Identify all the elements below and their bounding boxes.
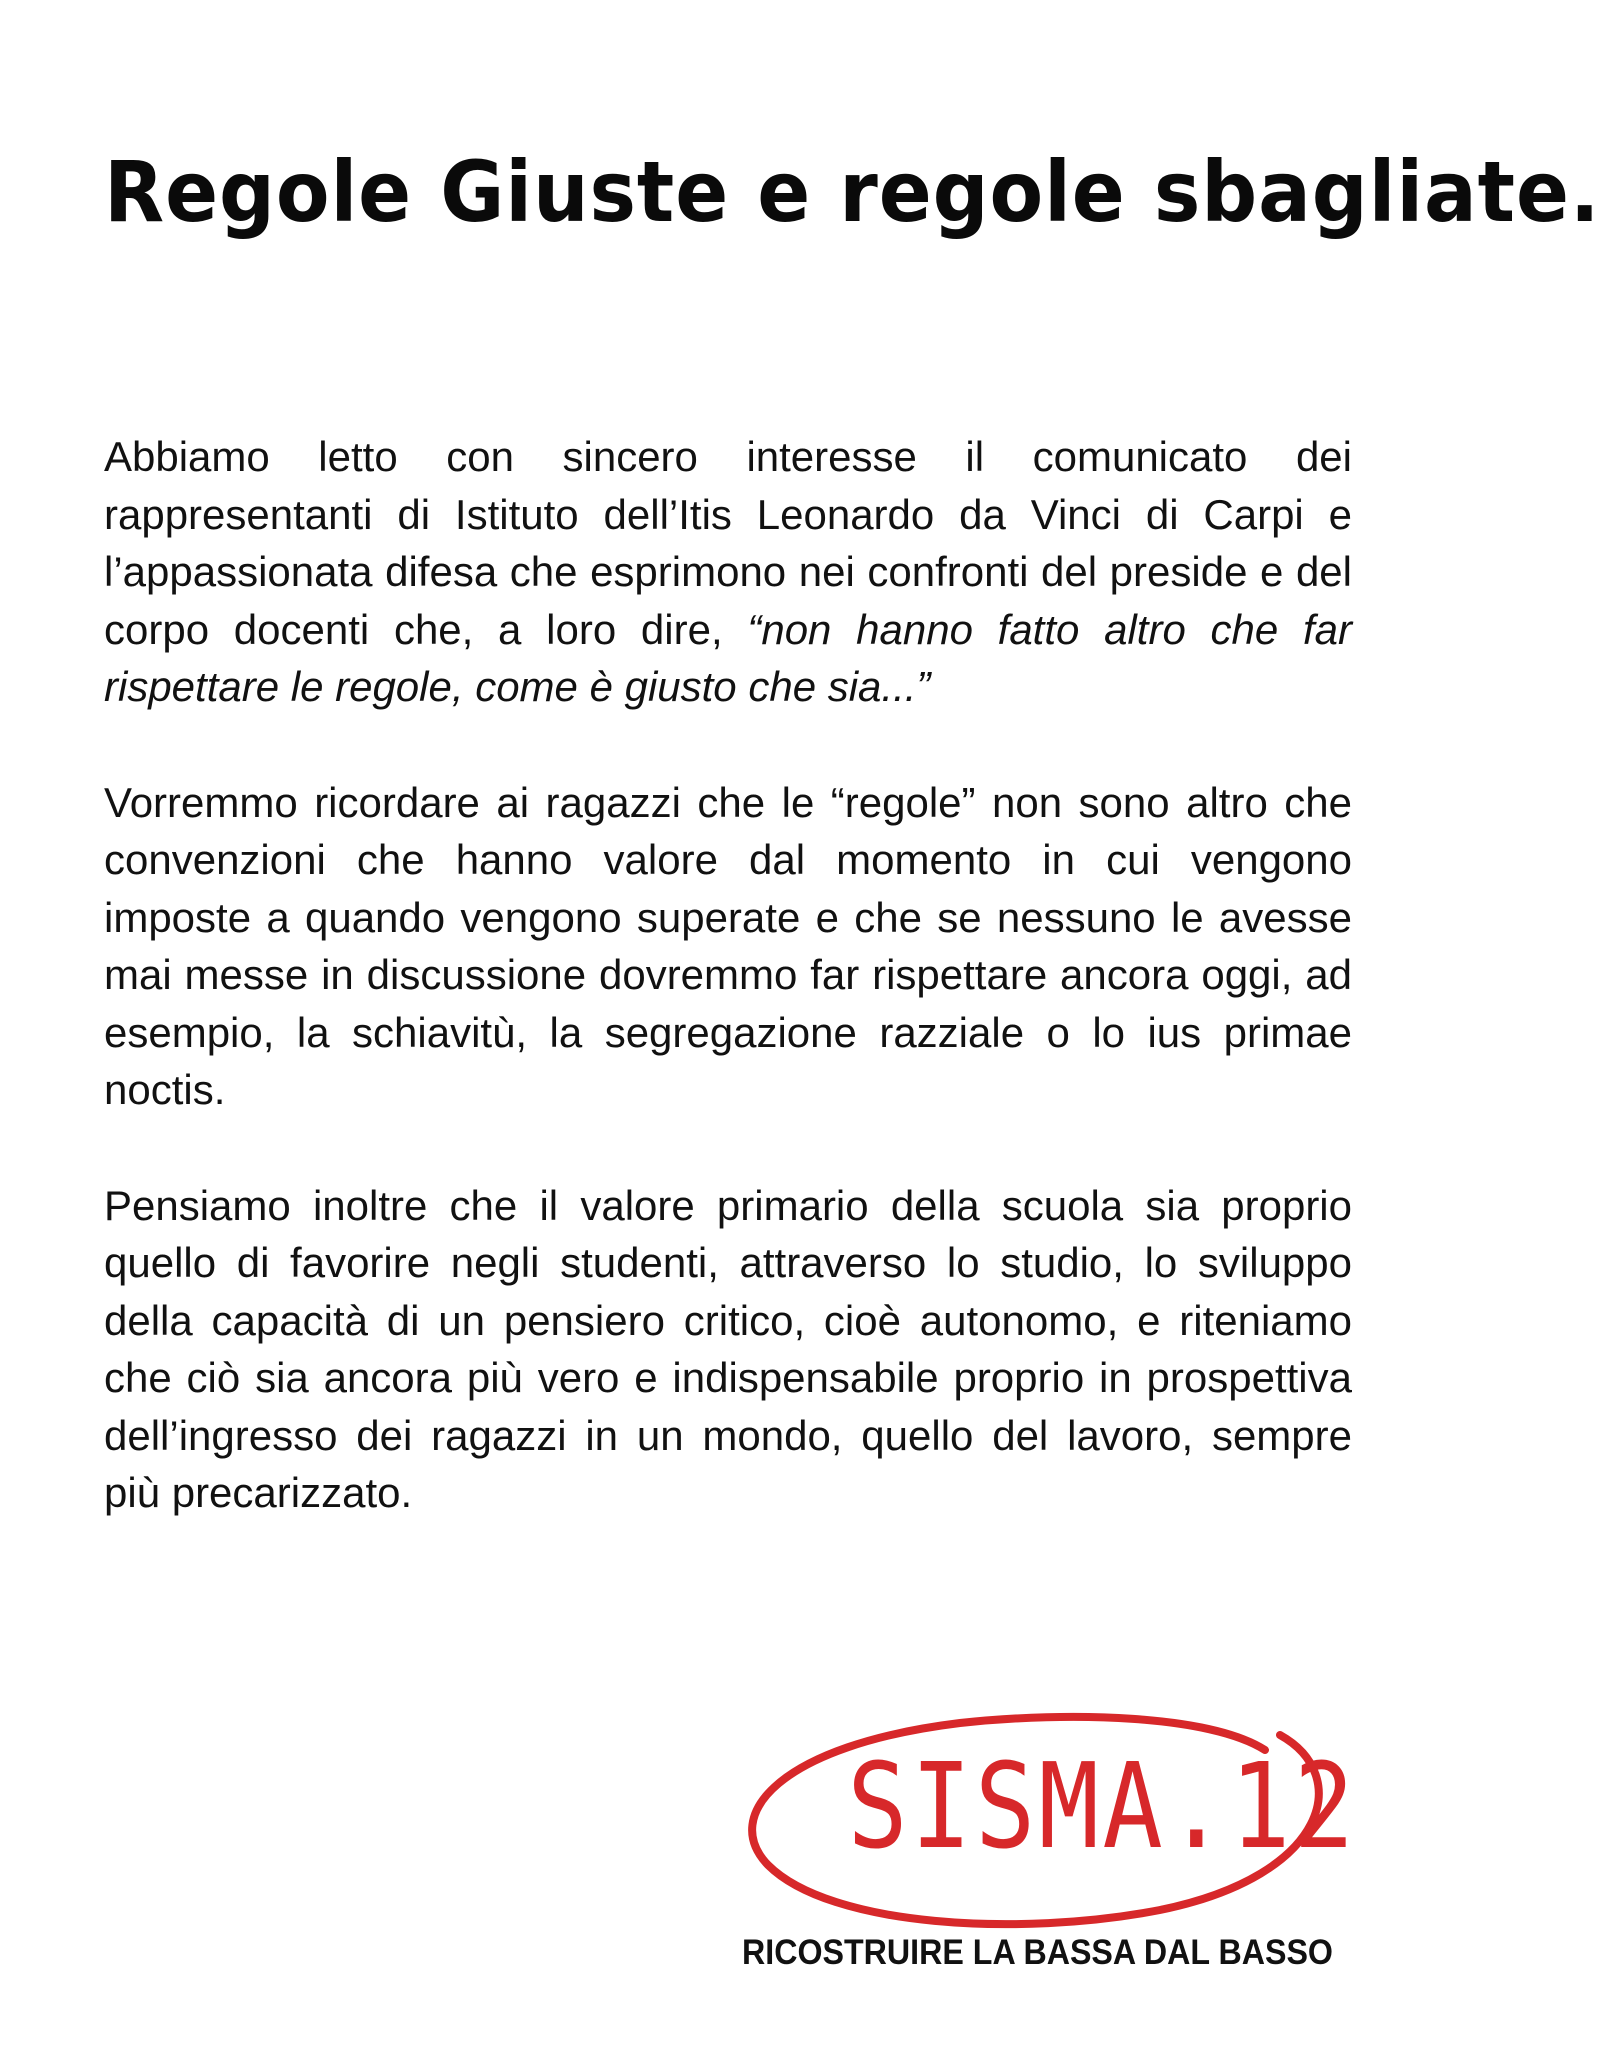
paragraph-2 — [104, 774, 1352, 1119]
paragraph-2-text: Vorremmo ricordare ai ragazzi che le “regole” non sono altro che convenzioni che hanno valore dal momento in cui vengono imposte a quando vengono superate e che se nessuno le avesse mai messe in discussione dovremmo far rispettare ancora oggi, ad esempio, la schiavitù, la segregazione razziale o lo ius primae noctis. — [104, 778, 1352, 1113]
logo-text: SISMA.12 — [847, 1737, 1358, 1875]
paragraph-3-text: Pensiamo inoltre che il valore primario della scuola sia proprio quello di favorire negli studenti, attraverso lo studio, lo sviluppo della capacità di un pensiero critico, cioè autonomo, e riteniamo che ciò sia ancora più vero e indispensabile proprio in prospettiva dell’ingresso dei ragazzi in un mondo, quello del lavoro, sempre più precarizzato. — [104, 1181, 1352, 1516]
logo-tagline: RICOSTRUIRE LA BASSA DAL BASSO — [742, 1933, 1333, 1972]
body-text — [104, 428, 1352, 1580]
paragraph-1-text: Abbiamo letto con sincero interesse il comunicato dei rappresentanti di Istituto dell’Itis Leonardo da Vinci di Carpi e l’appassionata difesa che esprimono nei confronti del preside e del corpo docenti che, a loro dire, — [104, 433, 1352, 653]
sisma-logo — [740, 1705, 1358, 1935]
paragraph-1 — [104, 428, 1352, 716]
page-title: Regole Giuste e regole sbagliate. — [104, 143, 1600, 241]
paragraph-3 — [104, 1177, 1352, 1522]
paragraph-1-quote: “non hanno fatto altro che far rispettare le regole, come è giusto che sia...” — [104, 605, 1352, 710]
